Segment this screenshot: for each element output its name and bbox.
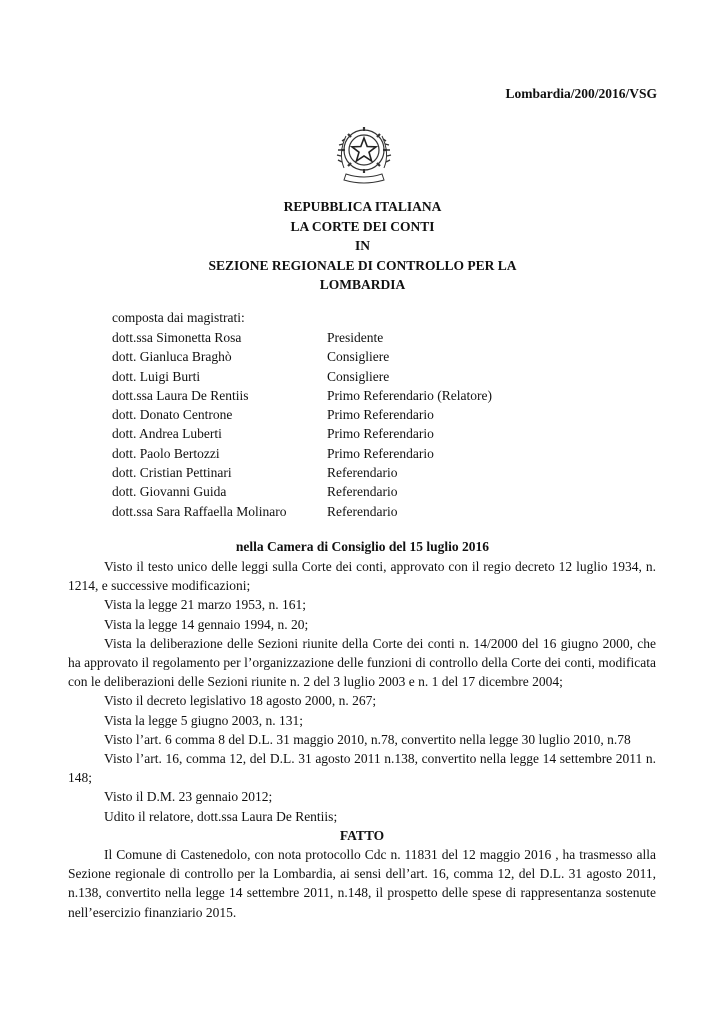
magistrate-name: dott.ssa Sara Raffaella Molinaro — [112, 503, 287, 519]
magistrates-list — [112, 328, 492, 521]
magistrate-row — [112, 482, 492, 501]
magistrate-row — [112, 386, 492, 405]
magistrate-name: dott. Gianluca Braghò — [112, 349, 232, 365]
heading-line: LA CORTE DEI CONTI — [290, 218, 435, 234]
magistrate-role: Primo Referendario — [327, 426, 434, 442]
magistrate-row — [112, 405, 492, 424]
fatto-paragraph: Il Comune di Castenedolo, con nota protocollo Cdc n. 11831 del 12 maggio 2016 , ha trasmesso alla Sezione regionale di controllo per la Lombardia, ai sensi dell’art. 16, comma 12, del D.L. 31 agosto 2011, n.138, convertito nella legge 14 settembre 2011, n.148, il prospetto delle spese di rappresentanza sostenute nell’esercizio finanziario 2015. — [68, 847, 656, 920]
fatto-heading: FATTO — [339, 827, 385, 843]
institution-heading — [0, 197, 725, 295]
preamble-paragraph: Visto il decreto legislativo 18 agosto 2000, n. 267; — [104, 693, 377, 709]
preamble-paragraph: Visto il D.M. 23 gennaio 2012; — [104, 789, 273, 805]
document-body — [68, 557, 656, 922]
magistrate-name: dott. Paolo Bertozzi — [112, 445, 220, 461]
magistrate-name: dott. Luigi Burti — [112, 368, 201, 384]
preamble-paragraph: Udito il relatore, dott.ssa Laura De Rentiis; — [104, 808, 338, 824]
magistrate-role: Primo Referendario — [327, 407, 434, 423]
magistrate-role: Primo Referendario (Relatore) — [327, 387, 492, 403]
magistrate-row — [112, 367, 492, 386]
magistrate-row — [112, 347, 492, 366]
preamble-paragraph: Visto l’art. 16, comma 12, del D.L. 31 agosto 2011 n.138, convertito nella legge 14 settembre 2011 n. 148; — [68, 751, 656, 786]
heading-line: SEZIONE REGIONALE DI CONTROLLO PER LA — [208, 257, 517, 273]
preamble-paragraph: Vista la legge 14 gennaio 1994, n. 20; — [104, 616, 309, 632]
magistrate-role: Consigliere — [327, 368, 390, 384]
magistrate-name: dott.ssa Laura De Rentiis — [112, 387, 249, 403]
heading-line: LOMBARDIA — [319, 277, 406, 292]
preamble-paragraph: Visto l’art. 6 comma 8 del D.L. 31 maggio 2010, n.78, convertito nella legge 30 luglio 2010, n.78 — [104, 731, 631, 747]
italian-republic-emblem-icon — [334, 118, 394, 186]
magistrate-row — [112, 502, 492, 521]
preamble-paragraph: Vista la deliberazione delle Sezioni riunite della Corte dei conti n. 14/2000 del 16 giugno 2000, che ha approvato il regolamento per l’organizzazione delle funzioni di controllo della Corte dei conti, modificata con le deliberazioni delle Sezioni riunite n. 2 del 3 luglio 2003 e n. 1 del 17 dicembre 2004; — [68, 635, 656, 690]
magistrate-row — [112, 444, 492, 463]
heading-line: IN — [354, 238, 370, 253]
magistrate-name: dott.ssa Simonetta Rosa — [112, 330, 242, 345]
magistrate-role: Presidente — [327, 330, 384, 345]
preamble-paragraph: Visto il testo unico delle leggi sulla Corte dei conti, approvato con il regio decreto 12 luglio 1934, n. 1214, e successive modificazioni; — [68, 559, 656, 594]
preamble-paragraph: Vista la legge 21 marzo 1953, n. 161; — [104, 597, 307, 613]
magistrate-name: dott. Donato Centrone — [112, 407, 233, 423]
magistrate-name: dott. Giovanni Guida — [112, 484, 227, 500]
magistrate-role: Primo Referendario — [327, 445, 434, 461]
magistrate-row — [112, 328, 492, 347]
magistrate-name: dott. Cristian Pettinari — [112, 465, 232, 481]
magistrate-role: Consigliere — [327, 349, 390, 365]
heading-line: REPUBBLICA ITALIANA — [283, 199, 442, 214]
composition-intro: composta dai magistrati: — [112, 310, 245, 325]
session-title: nella Camera di Consiglio del 15 luglio 2016 — [235, 539, 490, 554]
magistrate-role: Referendario — [327, 503, 398, 519]
magistrate-row — [112, 424, 492, 443]
preamble-paragraph: Vista la legge 5 giugno 2003, n. 131; — [104, 712, 304, 728]
magistrate-row — [112, 463, 492, 482]
magistrate-role: Referendario — [327, 465, 398, 481]
magistrate-role: Referendario — [327, 484, 398, 500]
magistrate-name: dott. Andrea Luberti — [112, 426, 222, 442]
document-reference: Lombardia/200/2016/VSG — [505, 86, 657, 101]
